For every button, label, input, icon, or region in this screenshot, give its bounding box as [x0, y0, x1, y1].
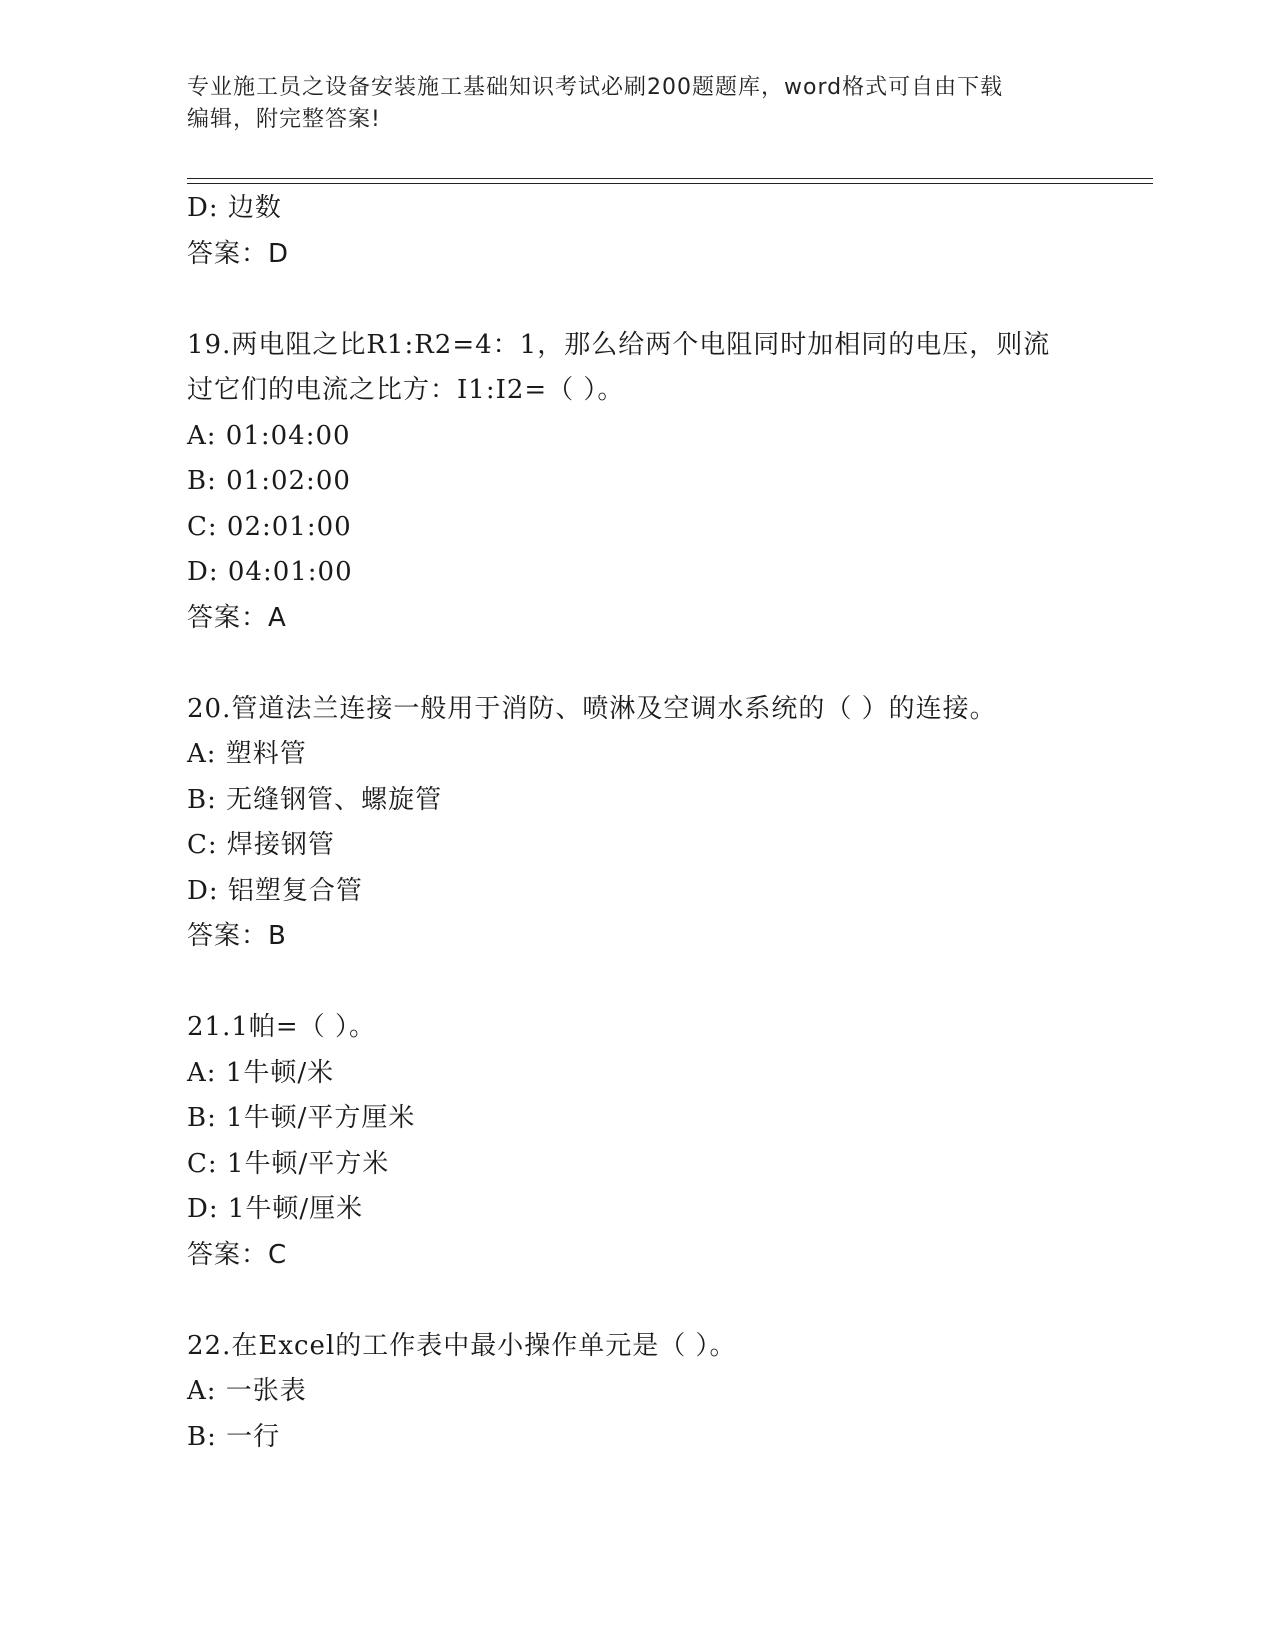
question-20	[187, 687, 1087, 960]
answer-line: 答案：A	[187, 602, 287, 633]
option-a: A: 一张表	[187, 1376, 307, 1406]
question-22	[187, 1324, 1087, 1461]
option-a: A: 1牛顿/米	[187, 1057, 335, 1088]
option-a: A: 塑料管	[187, 739, 307, 769]
option-d: D: 铝塑复合管	[187, 875, 363, 906]
header-line-2: 编辑，附完整答案!	[187, 107, 381, 132]
option-b: B: 1牛顿/平方厘米	[187, 1103, 416, 1133]
question-stem: 21.1帕=（ ）。	[187, 1012, 376, 1042]
header-line-1: 专业施工员之设备安装施工基础知识考试必刷200题题库，word格式可自由下载	[187, 75, 1004, 100]
option-d: D: 04:01:00	[187, 557, 353, 587]
option-d: D: 1牛顿/厘米	[187, 1194, 364, 1224]
question-stem: 22.在Excel的工作表中最小操作单元是（ ）。	[187, 1330, 737, 1361]
option-b: B: 01:02:00	[187, 466, 351, 496]
spacer	[187, 641, 1087, 687]
header-divider-top	[187, 178, 1153, 179]
option-b: B: 一行	[187, 1421, 281, 1452]
option-b: B: 无缝钢管、螺旋管	[187, 784, 443, 815]
question-stem-continued: 过它们的电流之比方：I1:I2=（ ）。	[187, 375, 625, 405]
option-c: C: 焊接钢管	[187, 830, 335, 860]
option-d: D: 边数	[187, 193, 282, 223]
spacer	[187, 277, 1087, 323]
option-a: A: 01:04:00	[187, 420, 351, 451]
question-stem: 19.两电阻之比R1:R2=4：1，那么给两个电阻同时加相同的电压，则流	[187, 329, 1051, 360]
question-stem: 20.管道法兰连接一般用于消防、喷淋及空调水系统的（ ）的连接。	[187, 693, 997, 724]
option-c: C: 1牛顿/平方米	[187, 1148, 390, 1179]
answer-line: 答案：B	[187, 921, 287, 951]
question-list	[187, 186, 1087, 1460]
answer-line: 答案：D	[187, 238, 290, 269]
spacer	[187, 1278, 1087, 1324]
header-divider-bottom	[187, 183, 1153, 184]
spacer	[187, 960, 1087, 1006]
question-19	[187, 323, 1087, 642]
question-21	[187, 1005, 1087, 1278]
option-c: C: 02:01:00	[187, 511, 352, 542]
answer-line: 答案：C	[187, 1239, 288, 1270]
document-header	[187, 72, 1067, 136]
